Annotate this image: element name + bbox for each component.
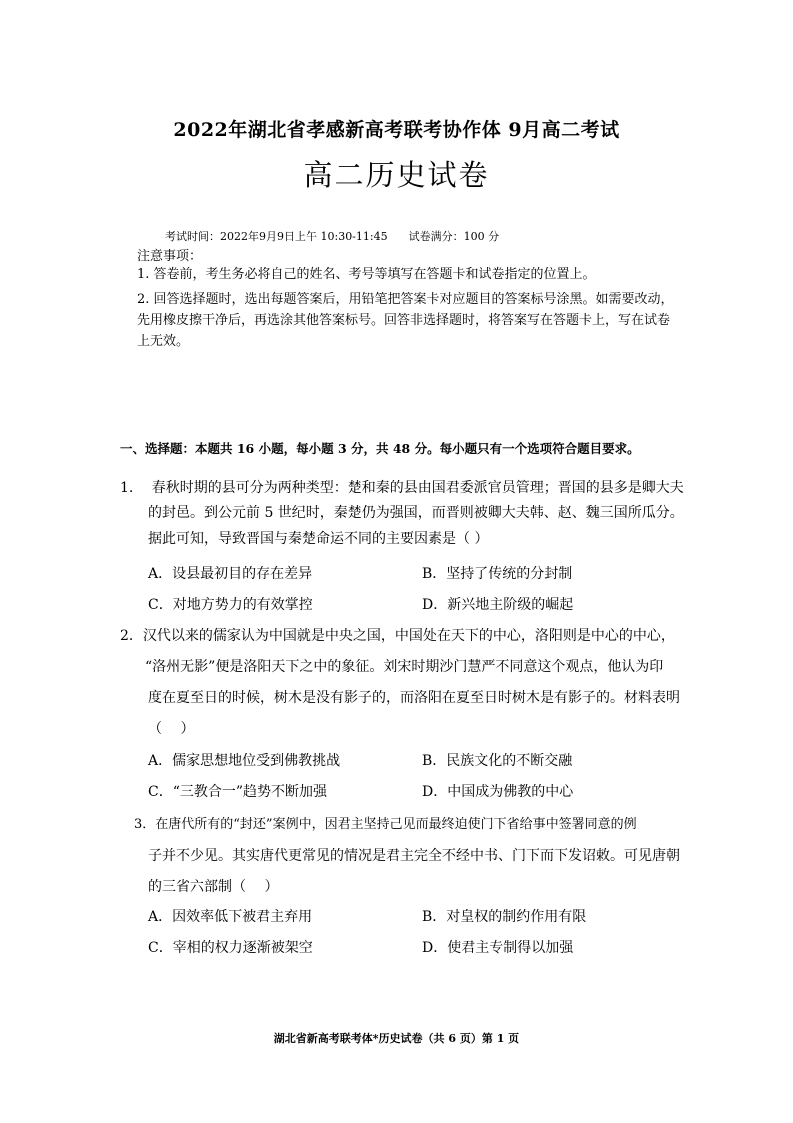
- exam-meta: [165, 228, 499, 244]
- question-3-option-d: D．使君主专制得以加强: [422, 940, 574, 956]
- question-2-line-4: （ ）: [148, 721, 195, 737]
- page-footer: 湖北省新高考联考体*历史试卷（共 6 页）第 1 页: [273, 1032, 520, 1045]
- exam-header: 2022年湖北省孝感新高考联考协作体 9月高二考试: [173, 119, 620, 141]
- question-2-option-a: A．儒家思想地位受到佛教挑战: [148, 753, 341, 769]
- question-1-option-a: A．设县最初目的存在差异: [148, 566, 313, 582]
- question-2-line-1: 2．汉代以来的儒家认为中国就是中央之国，中国处在天下的中心，洛阳则是中心的中心，: [120, 628, 675, 644]
- question-1-option-b: B．坚持了传统的分封制: [422, 566, 573, 582]
- question-3-line-2: 子并不少见。其实唐代更常见的情况是君主完全不经中书、门下而下发诏敕。可见唐朝: [148, 848, 680, 864]
- notice-item-1: 1. 答卷前，考生务必将自己的姓名、考号等填写在答题卡和试卷指定的位置上。: [137, 267, 596, 282]
- question-3-line-3: 的三省六部制（ ）: [148, 879, 279, 895]
- notice-heading: 注意事项：: [137, 249, 203, 264]
- exam-time: 考试时间：2022年9月9日上午 10:30-11:45: [165, 230, 388, 243]
- question-3-line-1: 3．在唐代所有的“封还”案例中，因君主坚持己见而最终迫使门下省给事中签署同意的例: [134, 817, 637, 832]
- page-title: 高二历史试卷: [303, 158, 490, 192]
- question-2-option-c: C．“三教合一”趋势不断加强: [148, 784, 328, 800]
- question-3-option-a: A．因效率低下被君主弃用: [148, 909, 313, 925]
- question-2-option-d: D．中国成为佛教的中心: [422, 784, 574, 800]
- question-2-line-3: 度在夏至日的时候，树木是没有影子的，而洛阳在夏至日时树木是有影子的。材料表明: [148, 690, 680, 706]
- question-3-option-c: C．宰相的权力逐渐被架空: [148, 940, 313, 956]
- question-1-line-1: 1. 春秋时期的县可分为两种类型：楚和秦的县由国君委派官员管理；晋国的县多是卿大夫: [120, 480, 684, 496]
- notice-item-2: 2. 回答选择题时，选出每题答案后，用铅笔把答案卡对应题目的答案标号涂黑。如需要改动，先用橡皮擦干净后，再选涂其他答案标号。回答非选择题时，将答案写在答题卡上，写在试卷上无效。: [137, 292, 674, 349]
- question-1-line-2: 的封邑。到公元前 5 世纪时，秦楚仍为强国，而晋则被卿大夫韩、赵、魏三国所瓜分。: [148, 505, 684, 521]
- question-1-option-c: C．对地方势力的有效掌控: [148, 597, 313, 613]
- exam-score: 试卷满分：100 分: [408, 230, 500, 243]
- question-1-line-3: 据此可知，导致晋国与秦楚命运不同的主要因素是（ ）: [148, 531, 489, 547]
- question-3-option-b: B．对皇权的制约作用有限: [422, 909, 587, 925]
- question-2-line-2: “洛州无影”便是洛阳天下之中的象征。刘宋时期沙门慧严不同意这个观点，他认为印: [145, 659, 664, 675]
- section-title: 一、选择题：本题共 16 小题，每小题 3 分，共 48 分。每小题只有一个选项符合题目要求。: [120, 441, 640, 456]
- question-2-option-b: B．民族文化的不断交融: [422, 753, 573, 769]
- question-1-option-d: D．新兴地主阶级的崛起: [422, 597, 574, 613]
